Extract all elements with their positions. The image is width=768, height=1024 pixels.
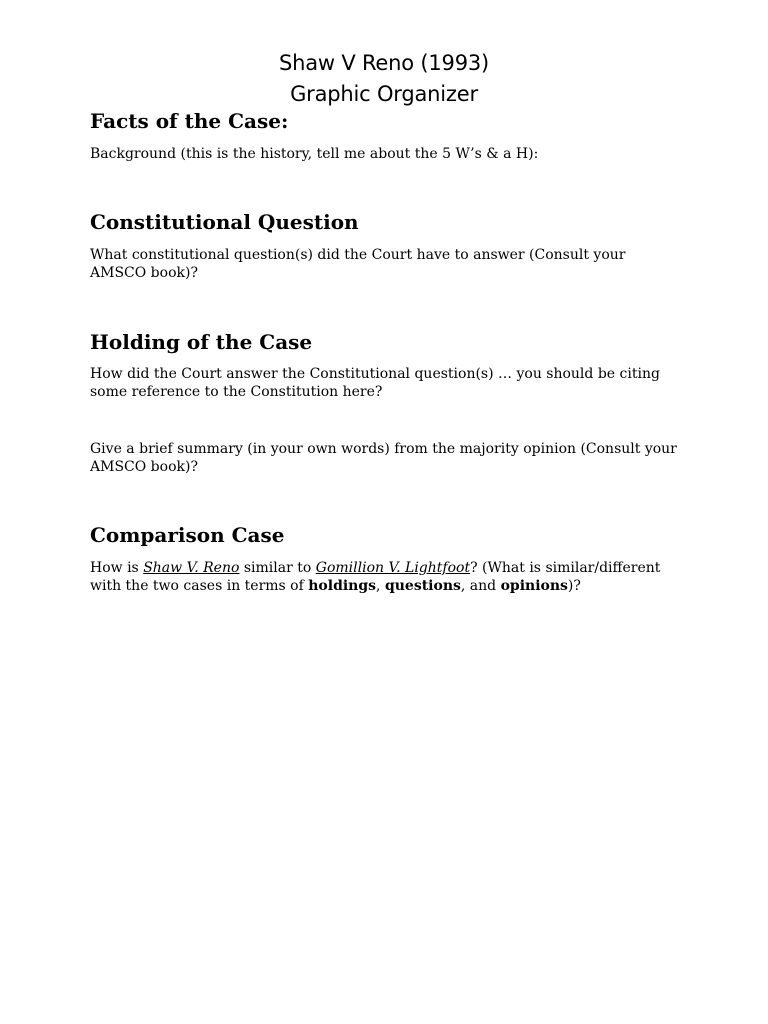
background-prompt: Background (this is the history, tell me about the 5 W’s & a H): [90,146,539,162]
comparison-text: How is [90,560,144,576]
holding-heading: Holding of the Case [90,330,313,354]
constitutional-question-heading: Constitutional Question [90,210,359,234]
comparison-text: , and [460,578,501,594]
constitutional-question-prompt: What constitutional question(s) did the Court have to answer (Consult your AMSCO book)? [90,247,626,281]
term-questions: questions [384,578,461,594]
comparison-text: similar to [239,560,316,576]
document-title [0,48,768,110]
case-name-gomillion: Gomillion V. Lightfoot [315,560,471,576]
comparison-heading: Comparison Case [90,523,285,547]
term-opinions: opinions [500,578,568,594]
term-holdings: holdings [308,578,377,594]
comparison-prompt [90,559,680,595]
comparison-text: , [376,578,385,594]
case-name-shaw: Shaw V. Reno [143,560,240,576]
comparison-text: ? (What is similar/different with the two cases in terms of [90,560,661,594]
title-case-name: Shaw V Reno (1993) [278,51,490,75]
holding-prompt: How did the Court answer the Constitutional question(s) … you should be citing some reference to the Constitution here? [90,366,660,400]
title-subtitle: Graphic Organizer [290,82,478,106]
comparison-text: )? [567,578,581,594]
majority-opinion-prompt: Give a brief summary (in your own words) from the majority opinion (Consult your AMSCO book)? [90,441,677,475]
facts-heading: Facts of the Case: [90,109,289,133]
